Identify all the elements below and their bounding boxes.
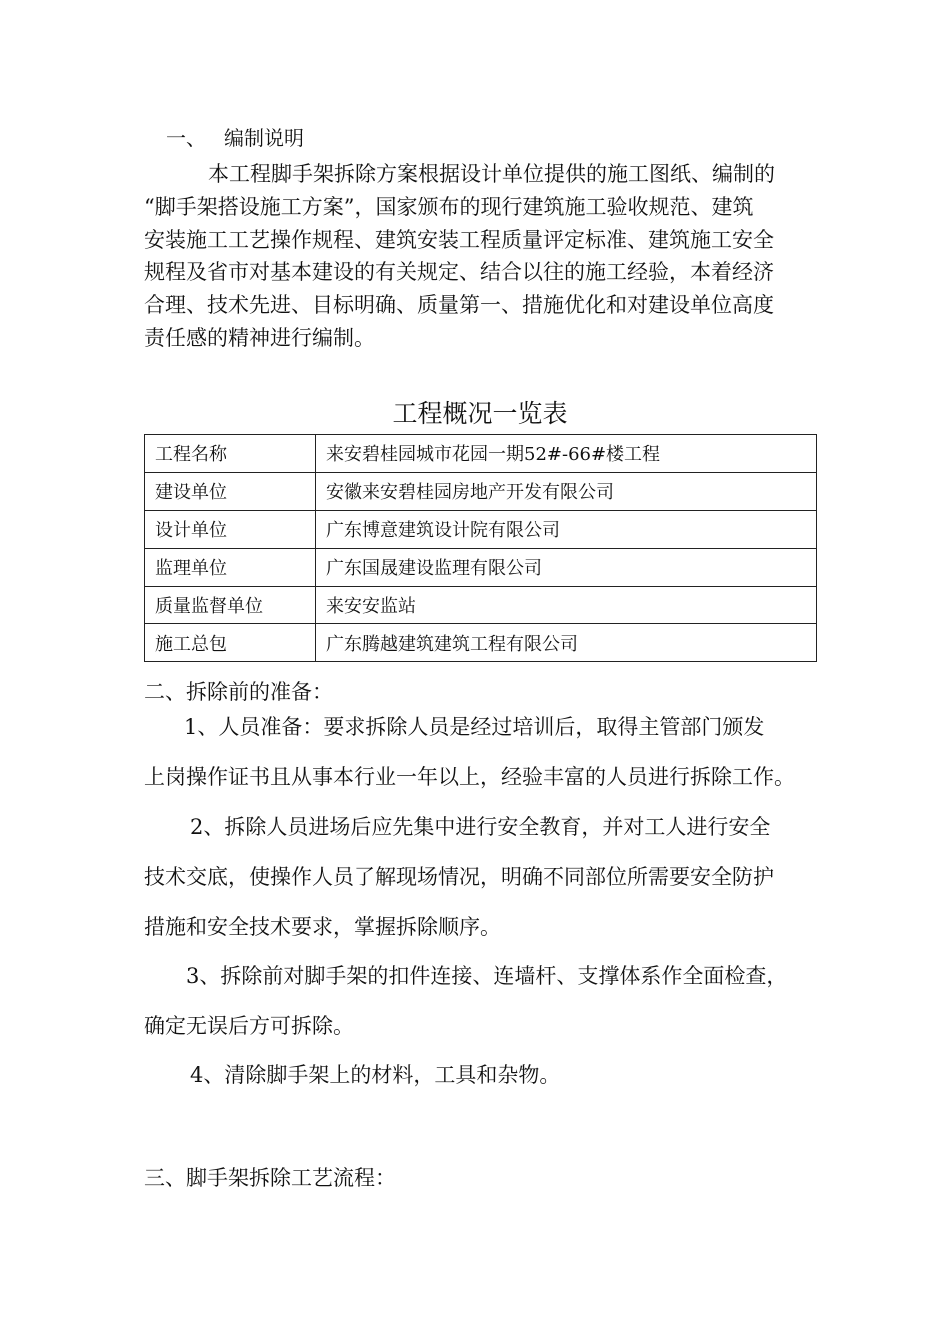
item-line: 措施和安全技术要求，掌握拆除顺序。 (144, 915, 501, 939)
table-key-cell: 施工总包 (145, 624, 316, 662)
paragraph-line: 责任感的精神进行编制。 (144, 325, 375, 350)
section-1-paragraph (144, 158, 814, 355)
table-row (145, 586, 817, 624)
item-line: 1、人员准备：要求拆除人员是经过培训后，取得主管部门颁发 (184, 715, 765, 739)
table-row (145, 548, 817, 586)
table-key-cell: 设计单位 (145, 510, 316, 548)
table-title: 工程概况一览表 (392, 399, 568, 428)
paragraph-line: 安装施工工艺操作规程、建筑安装工程质量评定标准、建筑施工安全 (144, 227, 774, 252)
table-row (145, 510, 817, 548)
section-1-heading (166, 122, 304, 151)
preparation-item-1 (144, 702, 824, 802)
table-key-cell: 工程名称 (145, 435, 316, 473)
table-value-cell: 广东国晟建设监理有限公司 (316, 548, 817, 586)
preparation-item-2 (144, 802, 824, 952)
table-value-cell: 来安安监站 (316, 586, 817, 624)
preparation-item-4 (144, 1050, 824, 1100)
paragraph-line: 合理、技术先进、目标明确、质量第一、措施优化和对建设单位高度 (144, 293, 774, 318)
table-value-cell: 广东腾越建筑建筑工程有限公司 (316, 624, 817, 662)
item-line: 3、拆除前对脚手架的扣件连接、连墙杆、支撑体系作全面检查， (186, 964, 788, 988)
item-line: 技术交底，使操作人员了解现场情况，明确不同部位所需要安全防护 (144, 865, 774, 889)
table-row (145, 472, 817, 510)
paragraph-line: 规程及省市对基本建设的有关规定、结合以往的施工经验，本着经济 (144, 260, 774, 285)
project-overview-table (144, 434, 817, 662)
table-key-cell: 质量监督单位 (145, 586, 316, 624)
table-key-cell: 监理单位 (145, 548, 316, 586)
table-value-cell: 来安碧桂园城市花园一期52#-66#楼工程 (316, 435, 817, 473)
section-3-heading: 三、脚手架拆除工艺流程： (144, 1166, 396, 1190)
table-value-cell: 安徽来安碧桂园房地产开发有限公司 (316, 472, 817, 510)
section-1-title: 编制说明 (224, 126, 304, 150)
section-1-number: 一、 (166, 126, 206, 150)
item-line: 确定无误后方可拆除。 (144, 1014, 354, 1038)
item-line: 上岗操作证书且从事本行业一年以上，经验丰富的人员进行拆除工作。 (144, 765, 795, 789)
preparation-item-3 (144, 951, 824, 1051)
section-2-heading: 二、拆除前的准备： (144, 680, 333, 704)
paragraph-line: “脚手架搭设施工方案”，国家颁布的现行建筑施工验收规范、建筑 (144, 194, 754, 219)
table-row (145, 435, 817, 473)
paragraph-line: 本工程脚手架拆除方案根据设计单位提供的施工图纸、编制的 (208, 162, 775, 186)
table-key-cell: 建设单位 (145, 472, 316, 510)
table-row (145, 624, 817, 662)
item-line: 2、拆除人员进场后应先集中进行安全教育，并对工人进行安全 (190, 815, 771, 839)
item-line: 4、清除脚手架上的材料，工具和杂物。 (190, 1063, 561, 1087)
table-value-cell: 广东博意建筑设计院有限公司 (316, 510, 817, 548)
